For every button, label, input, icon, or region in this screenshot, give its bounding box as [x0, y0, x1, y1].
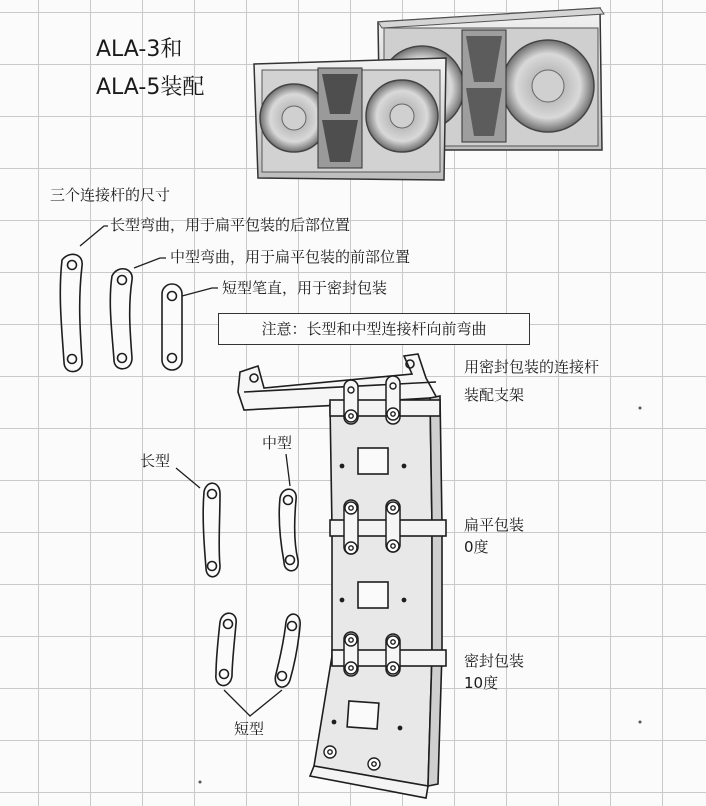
rod-short-loose-right	[275, 614, 300, 687]
short-rod-description: 短型笔直，用于密封包装	[222, 279, 388, 297]
sealed-pack-label-line-2: 10度	[464, 674, 499, 692]
title-line-1: ALA-3和	[96, 37, 183, 62]
label-medium: 中型	[262, 434, 293, 452]
label-long: 长型	[140, 452, 171, 470]
flat-pack-label-line-1: 扁平包装	[464, 516, 525, 534]
cabinet-stack	[310, 396, 446, 798]
leader-lines-middle	[176, 454, 290, 716]
title-line-2: ALA-5装配	[96, 75, 205, 100]
three-rods-heading: 三个连接杆的尺寸	[50, 186, 171, 204]
medium-rod-description: 中型弯曲，用于扁平包装的前部位置	[170, 248, 411, 266]
rod-short-loose-left	[216, 613, 236, 685]
long-rod-description: 长型弯曲，用于扁平包装的后部位置	[110, 216, 351, 234]
bracket-label-line-2: 装配支架	[464, 386, 525, 404]
rod-long-top	[60, 254, 82, 371]
rod-medium-loose	[279, 489, 298, 571]
label-short: 短型	[234, 720, 265, 738]
sealed-pack-label-line-1: 密封包装	[464, 652, 525, 670]
rod-medium-top	[110, 269, 132, 369]
flat-pack-label-line-2: 0度	[464, 538, 489, 556]
rod-long-loose	[203, 483, 220, 577]
speaker-photo-small	[254, 58, 446, 180]
bracket-label-line-1: 用密封包装的连接杆	[464, 358, 600, 376]
rod-short-top	[162, 284, 182, 370]
note-box: 注意：长型和中型连接杆向前弯曲	[218, 313, 530, 345]
